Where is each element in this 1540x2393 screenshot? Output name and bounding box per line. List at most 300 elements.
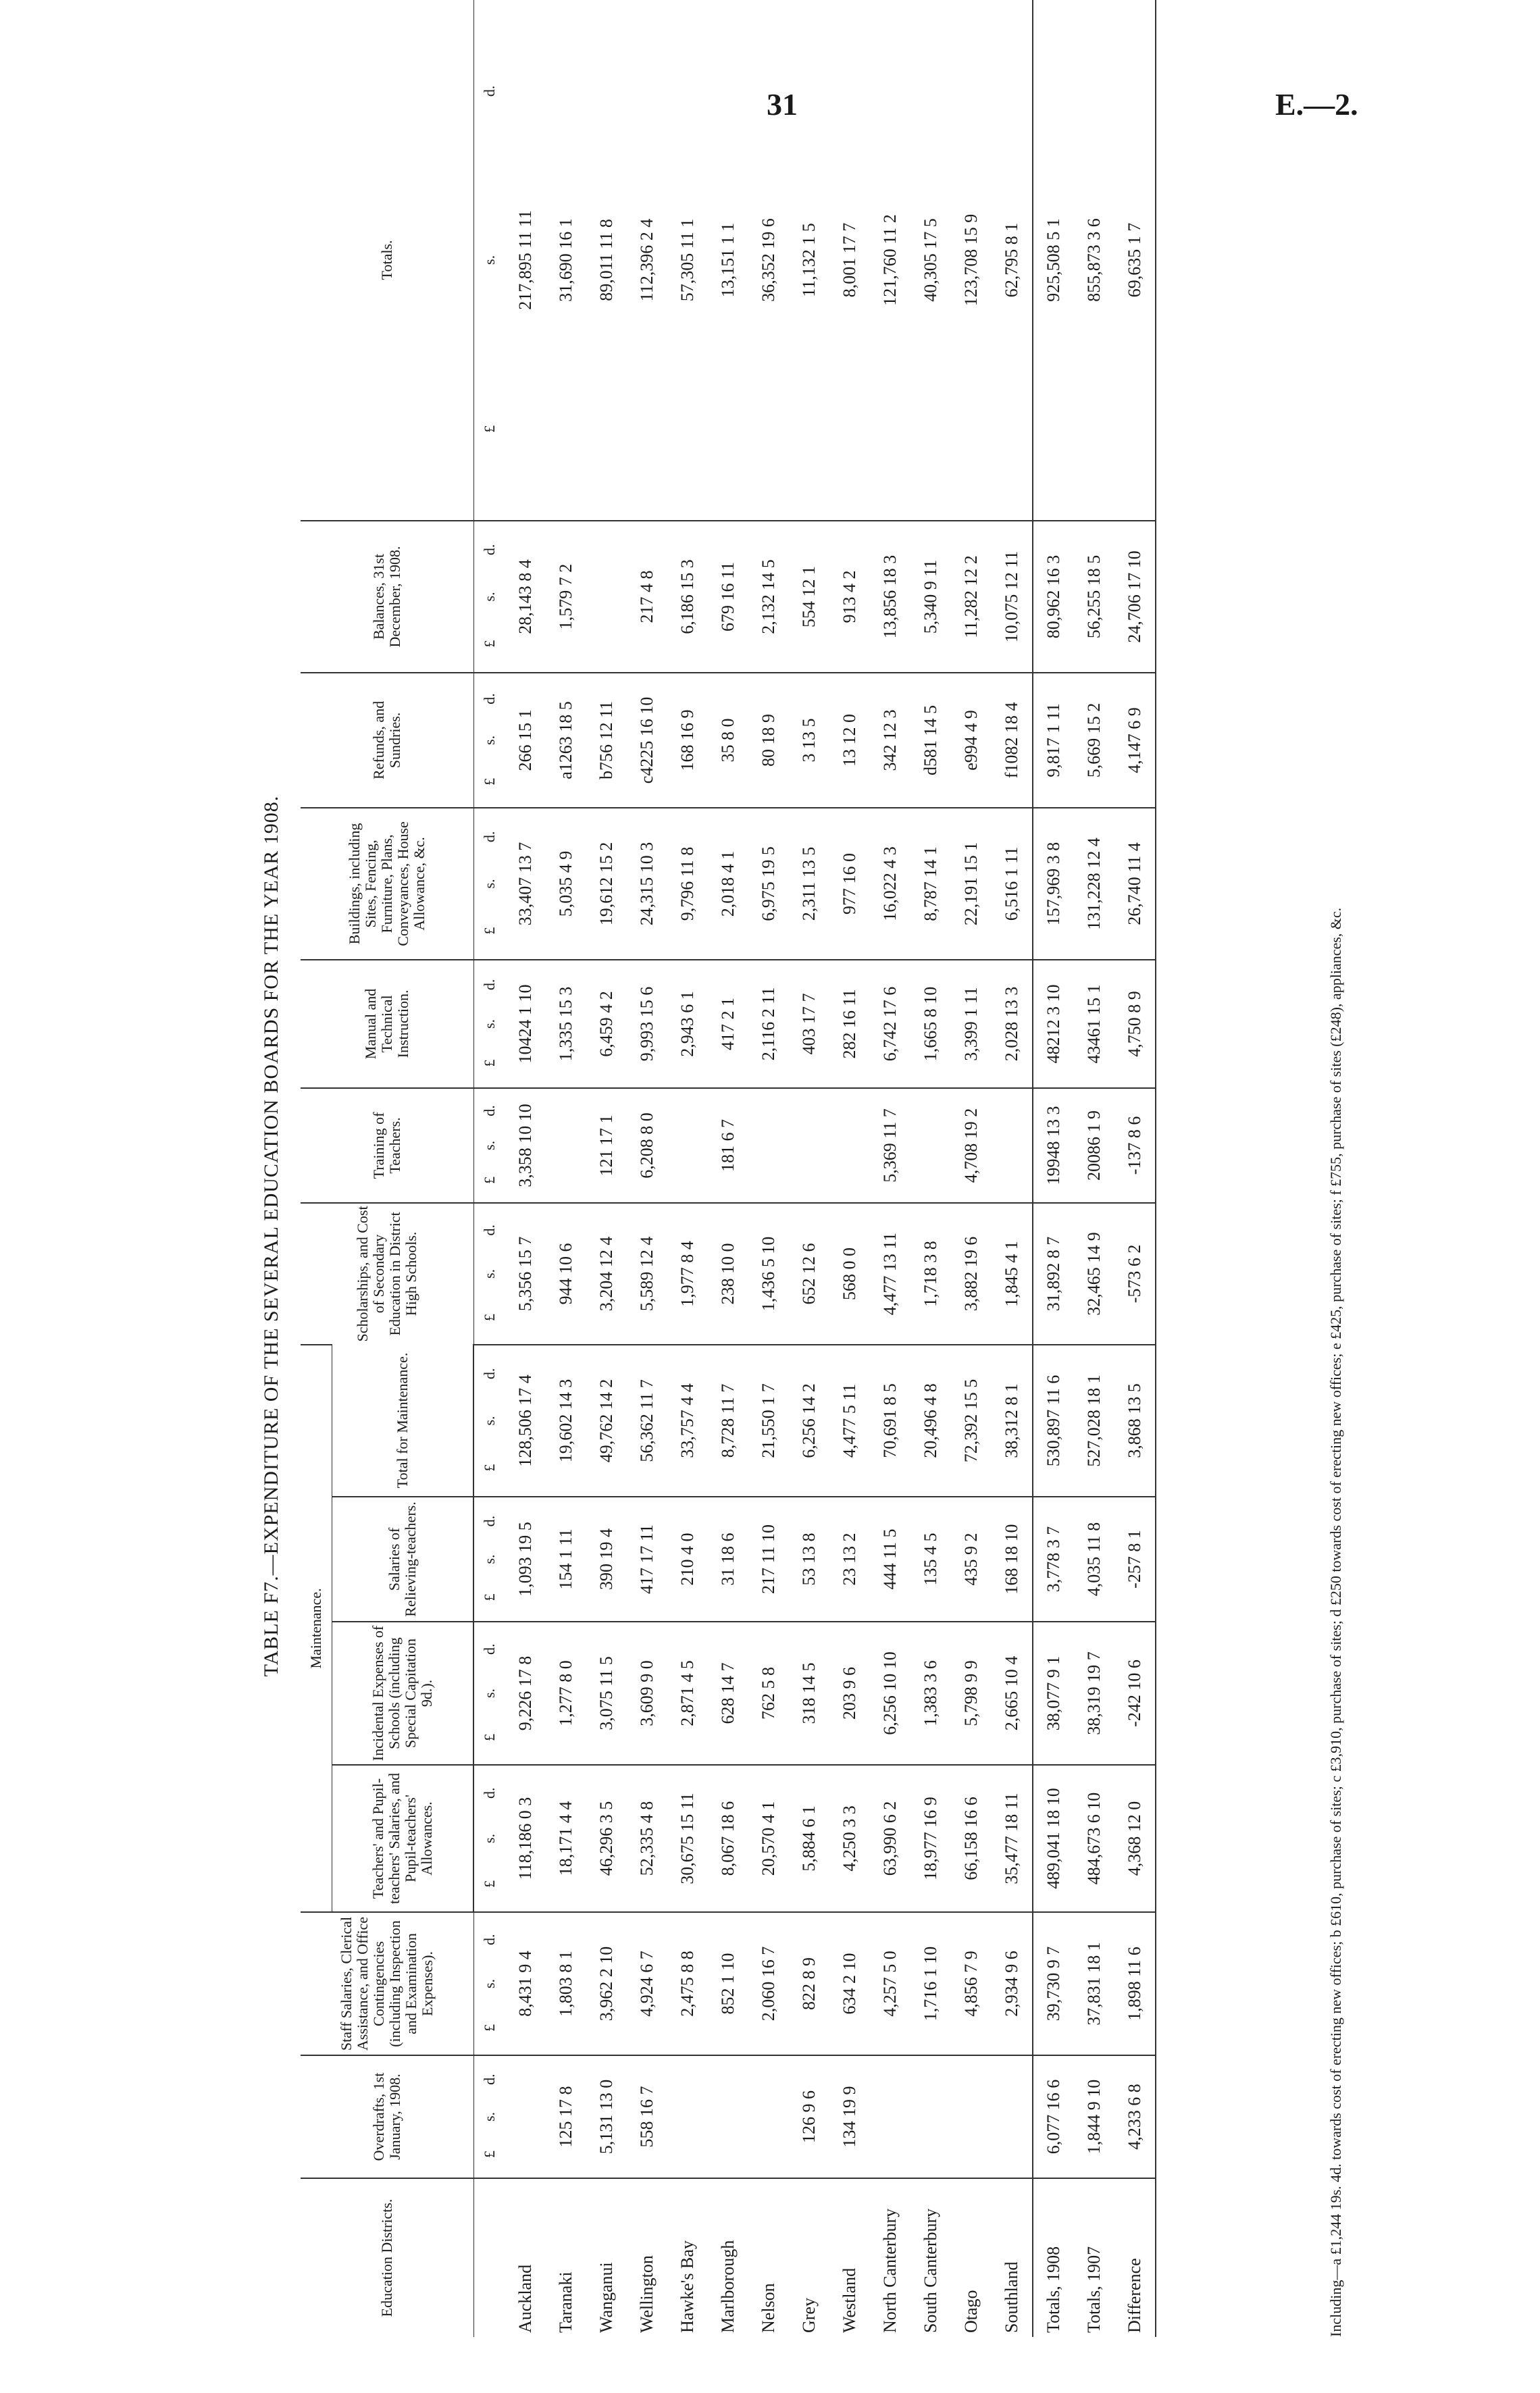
amount-cell: 22,191 15 1: [951, 808, 992, 960]
amount-cell: 679 16 11: [708, 521, 748, 673]
district-name: Auckland: [505, 2178, 546, 2337]
units-cell: [473, 808, 505, 960]
table-row: [748, 0, 789, 2337]
amount-cell: 1,436 5 10: [748, 1203, 789, 1345]
amount-cell: [951, 2055, 992, 2178]
amount-cell: [789, 1088, 829, 1203]
district-name: North Canterbury: [870, 2178, 910, 2337]
amount-cell: 3,882 19 6: [951, 1203, 992, 1345]
amount-cell: -257 8 1: [1114, 1497, 1156, 1622]
amount-cell: 5,369 11 7: [870, 1088, 910, 1203]
header-teachers: Teachers' and Pupil-teachers' Salaries, and Pupil-teachers' Allowances.: [332, 1765, 474, 1912]
district-name: Nelson: [748, 2178, 789, 2337]
amount-cell: 5,035 4 9: [546, 808, 586, 960]
district-name: Marlborough: [708, 2178, 748, 2337]
amount-cell: 4,257 5 0: [870, 1912, 910, 2055]
table-title: TABLE F7.—EXPENDITURE OF THE SEVERAL EDUCATION BOARDS FOR THE YEAR 1908.: [260, 795, 282, 1677]
amount-cell: 217,895 11 11: [515, 210, 535, 310]
amount-cell: 4,477 5 11: [829, 1345, 870, 1497]
amount-cell: 126 9 6: [789, 2055, 829, 2178]
amount-cell: 944 10 6: [546, 1203, 586, 1345]
amount-cell: 444 11 5: [870, 1497, 910, 1622]
amount-cell: 66,158 16 6: [951, 1765, 992, 1912]
amount-cell: 24,706 17 10: [1114, 521, 1156, 673]
amount-cell: 13,151 1 1: [718, 222, 738, 298]
amount-cell: 13 12 0: [829, 673, 870, 808]
amount-cell: [546, 1088, 586, 1203]
amount-cell: 822 8 9: [789, 1912, 829, 2055]
amount-cell: 4,708 19 2: [951, 1088, 992, 1203]
amount-cell: 6,256 10 10: [870, 1622, 910, 1765]
amount-cell: [667, 2055, 708, 2178]
amount-cell: 23 13 2: [829, 1497, 870, 1622]
district-name: Totals, 1907: [1074, 2178, 1114, 2337]
amount-cell: [667, 1088, 708, 1203]
amount-cell: 8,067 18 6: [708, 1765, 748, 1912]
amount-cell: 28,143 8 4: [505, 521, 546, 673]
amount-cell: 403 17 7: [789, 960, 829, 1088]
amount-cell: 852 1 10: [708, 1912, 748, 2055]
amount-cell: 3,204 12 4: [586, 1203, 627, 1345]
amount-cell: 32,465 14 9: [1074, 1203, 1114, 1345]
amount-cell: 11,132 1 5: [799, 223, 819, 297]
amount-cell: 135 4 5: [910, 1497, 951, 1622]
units-cell: [473, 1497, 505, 1622]
amount-cell: 18,171 4 4: [546, 1765, 586, 1912]
units-cell: [473, 1912, 505, 2055]
amount-cell: 762 5 8: [748, 1622, 789, 1765]
amount-cell: 417 2 1: [708, 960, 748, 1088]
expenditure-table: [301, 0, 1156, 2337]
unit-label: £: [481, 1733, 498, 1741]
header-total-maintenance: Total for Maintenance.: [332, 1345, 474, 1497]
amount-cell: 36,352 19 6: [759, 218, 778, 302]
unit-label: s.: [480, 592, 498, 602]
unit-label: d.: [481, 1643, 498, 1655]
amount-cell: 3,358 10 10: [505, 1088, 546, 1203]
amount-cell: 112,396 2 4: [637, 218, 657, 302]
amount-cell: d581 14 5: [910, 673, 951, 808]
amount-cell: 8,728 11 7: [708, 1345, 748, 1497]
amount-cell: 2,028 13 3: [992, 960, 1033, 1088]
amount-cell: 3,778 3 7: [1033, 1497, 1074, 1622]
amount-cell: [586, 521, 627, 673]
unit-label: s.: [481, 1554, 498, 1564]
units-cell: [473, 1088, 505, 1203]
district-name: Difference: [1114, 2178, 1156, 2337]
amount-cell: 33,757 4 4: [667, 1345, 708, 1497]
amount-cell: 558 16 7: [627, 2055, 667, 2178]
unit-label: d.: [480, 1934, 498, 1945]
amount-cell: [910, 2055, 951, 2178]
amount-cell: 1,093 19 5: [505, 1497, 546, 1622]
amount-cell: 530,897 11 6: [1033, 1345, 1074, 1497]
amount-cell: 3,962 2 10: [586, 1912, 627, 2055]
amount-cell: 72,392 15 5: [951, 1345, 992, 1497]
unit-label: £: [480, 1314, 498, 1322]
amount-cell: 181 6 7: [708, 1088, 748, 1203]
table-row: [546, 0, 586, 2337]
amount-cell: 217 11 10: [748, 1497, 789, 1622]
amount-cell: 554 12 1: [789, 521, 829, 673]
amount-cell: 3,399 1 11: [951, 960, 992, 1088]
district-name: Grey: [789, 2178, 829, 2337]
header-scholarships: Scholarships, and Cost of Secondary Education in District High Schools.: [301, 1203, 473, 1345]
unit-label: £: [480, 777, 498, 786]
amount-cell: f1082 18 4: [992, 673, 1033, 808]
amount-cell: 80 18 9: [748, 673, 789, 808]
amount-cell: 1,277 8 0: [546, 1622, 586, 1765]
amount-cell: 118,186 0 3: [505, 1765, 546, 1912]
amount-cell: 210 4 0: [667, 1497, 708, 1622]
header-refunds: Refunds, and Sundries.: [301, 673, 473, 808]
header-district: Education Districts.: [301, 2178, 473, 2337]
amount-cell: 2,871 4 5: [667, 1622, 708, 1765]
amount-cell: 131,228 12 4: [1074, 808, 1114, 960]
amount-cell: 30,675 15 11: [667, 1765, 708, 1912]
units-cell: [473, 673, 505, 808]
units-cell: [473, 1622, 505, 1765]
amount-cell: 8,431 9 4: [505, 1912, 546, 2055]
amount-cell: 62,795 8 1: [1002, 222, 1021, 298]
amount-cell: 3 13 5: [789, 673, 829, 808]
amount-cell: 484,673 6 10: [1074, 1765, 1114, 1912]
amount-cell: [748, 2055, 789, 2178]
district-name: Taranaki: [546, 2178, 586, 2337]
amount-cell: 6,742 17 6: [870, 960, 910, 1088]
amount-cell: 43461 15 1: [1074, 960, 1114, 1088]
unit-label: d.: [480, 1105, 498, 1116]
amount-cell: 6,516 1 11: [992, 808, 1033, 960]
unit-label: £: [480, 640, 498, 648]
amount-cell: 121 17 1: [586, 1088, 627, 1203]
unit-label: s.: [480, 1140, 498, 1150]
amount-cell: 35 8 0: [708, 673, 748, 808]
amount-cell: e994 4 9: [951, 673, 992, 808]
district-name: Wellington: [627, 2178, 667, 2337]
header-training: Training of Teachers.: [301, 1088, 473, 1203]
units-cell: [473, 960, 505, 1088]
amount-cell: 16,022 4 3: [870, 808, 910, 960]
unit-label: £: [481, 1593, 498, 1601]
table-row: [708, 0, 748, 2337]
amount-cell: 1,844 9 10: [1074, 2055, 1114, 2178]
unit-label: s.: [480, 735, 498, 745]
amount-cell: 31,690 16 1: [556, 218, 575, 302]
amount-cell: 10,075 12 11: [992, 521, 1033, 673]
amount-cell: 217 4 8: [627, 521, 667, 673]
amount-cell: 11,282 12 2: [951, 521, 992, 673]
header-manual: Manual and Technical Instruction.: [301, 960, 473, 1088]
table-row: [951, 0, 992, 2337]
unit-label: £: [481, 1464, 498, 1472]
unit-label: d.: [481, 1368, 498, 1380]
amount-cell: 1,898 11 6: [1114, 1912, 1156, 2055]
amount-cell: 20,496 4 8: [910, 1345, 951, 1497]
amount-cell: 282 16 11: [829, 960, 870, 1088]
amount-cell: a1263 18 5: [546, 673, 586, 808]
amount-cell: 1,716 1 10: [910, 1912, 951, 2055]
amount-cell: 390 19 4: [586, 1497, 627, 1622]
amount-cell: 8,787 14 1: [910, 808, 951, 960]
table-row: [992, 0, 1033, 2337]
amount-cell: 1,665 8 10: [910, 960, 951, 1088]
page-code: E.—2.: [1275, 87, 1358, 122]
amount-cell: 9,226 17 8: [505, 1622, 546, 1765]
amount-cell: 123,708 15 9: [961, 213, 981, 307]
unit-label: s.: [481, 1833, 498, 1844]
amount-cell: 19,602 14 3: [546, 1345, 586, 1497]
totals-row: [1114, 0, 1156, 2337]
amount-cell: 855,873 3 6: [1084, 218, 1104, 302]
amount-cell: 35,477 18 11: [992, 1765, 1033, 1912]
amount-cell: 38,312 8 1: [992, 1345, 1033, 1497]
amount-cell: 2,132 14 5: [748, 521, 789, 673]
unit-label: s.: [480, 1268, 498, 1279]
amount-cell: 6,975 19 5: [748, 808, 789, 960]
amount-cell: 154 1 11: [546, 1497, 586, 1622]
amount-cell: 70,691 8 5: [870, 1345, 910, 1497]
amount-cell: -242 10 6: [1114, 1622, 1156, 1765]
unit-label: d.: [480, 2074, 498, 2085]
amount-cell: [910, 1088, 951, 1203]
amount-cell: 652 12 6: [789, 1203, 829, 1345]
unit-label: £: [481, 1880, 498, 1888]
amount-cell: 168 16 9: [667, 673, 708, 808]
amount-cell: 125 17 8: [546, 2055, 586, 2178]
amount-cell: -573 6 2: [1114, 1203, 1156, 1345]
amount-cell: 157,969 3 8: [1033, 808, 1074, 960]
unit-label: s.: [480, 879, 498, 889]
amount-cell: 13,856 18 3: [870, 521, 910, 673]
amount-cell: 48212 3 10: [1033, 960, 1074, 1088]
amount-cell: 913 4 2: [829, 521, 870, 673]
amount-cell: 4,924 6 7: [627, 1912, 667, 2055]
amount-cell: 417 17 11: [627, 1497, 667, 1622]
table-row: [627, 0, 667, 2337]
table-row: [789, 0, 829, 2337]
amount-cell: 4,147 6 9: [1114, 673, 1156, 808]
amount-cell: 31 18 6: [708, 1497, 748, 1622]
table-body: [473, 0, 1156, 2337]
amount-cell: 56,362 11 7: [627, 1345, 667, 1497]
amount-cell: 6,077 16 6: [1033, 2055, 1074, 2178]
amount-cell: 26,740 11 4: [1114, 808, 1156, 960]
amount-cell: [748, 1088, 789, 1203]
district-name: Hawke's Bay: [667, 2178, 708, 2337]
amount-cell: 5,356 15 7: [505, 1203, 546, 1345]
unit-label: d.: [481, 1515, 498, 1527]
unit-label: s.: [480, 255, 498, 265]
district-name: Westland: [829, 2178, 870, 2337]
unit-label: s.: [481, 1688, 498, 1699]
amount-cell: 168 18 10: [992, 1497, 1033, 1622]
amount-cell: 10424 1 10: [505, 960, 546, 1088]
amount-cell: 63,990 6 2: [870, 1765, 910, 1912]
amount-cell: 19,612 15 2: [586, 808, 627, 960]
amount-cell: 128,506 17 4: [505, 1345, 546, 1497]
district-name: Southland: [992, 2178, 1033, 2337]
unit-label: d.: [480, 544, 498, 556]
amount-cell: 2,060 16 7: [748, 1912, 789, 2055]
amount-cell: 628 14 7: [708, 1622, 748, 1765]
unit-label: £: [480, 927, 498, 935]
amount-cell: 37,831 18 1: [1074, 1912, 1114, 2055]
header-buildings: Buildings, including Sites, Fencing, Furniture, Plans, Conveyances, House Allowance, &c.: [301, 808, 473, 960]
amount-cell: 20086 1 9: [1074, 1088, 1114, 1203]
amount-cell: 1,579 7 2: [546, 521, 586, 673]
units-cell: [473, 521, 505, 673]
amount-cell: 69,635 1 7: [1114, 0, 1156, 521]
unit-label: d.: [480, 1225, 498, 1236]
amount-cell: 49,762 14 2: [586, 1345, 627, 1497]
amount-cell: 9,817 1 11: [1033, 673, 1074, 808]
amount-cell: 2,665 10 4: [992, 1622, 1033, 1765]
amount-cell: 1,335 15 3: [546, 960, 586, 1088]
amount-cell: 5,798 9 9: [951, 1622, 992, 1765]
amount-cell: 9,796 11 8: [667, 808, 708, 960]
amount-cell: 6,459 4 2: [586, 960, 627, 1088]
amount-cell: 31,892 8 7: [1033, 1203, 1074, 1345]
table-row: [870, 0, 910, 2337]
table-row: [586, 0, 627, 2337]
amount-cell: 4,250 3 3: [829, 1765, 870, 1912]
amount-cell: 38,077 9 1: [1033, 1622, 1074, 1765]
amount-cell: 4,035 11 8: [1074, 1497, 1114, 1622]
amount-cell: 38,319 19 7: [1074, 1622, 1114, 1765]
amount-cell: 6,208 8 0: [627, 1088, 667, 1203]
amount-cell: 527,028 18 1: [1074, 1345, 1114, 1497]
amount-cell: 39,730 9 7: [1033, 1912, 1074, 2055]
unit-label: £: [480, 1176, 498, 1184]
amount-cell: 24,315 10 3: [627, 808, 667, 960]
unit-label: s.: [480, 2111, 498, 2122]
amount-cell: 925,508 5 1: [1033, 0, 1074, 521]
units-cell: [473, 1203, 505, 1345]
units-cell: [473, 2055, 505, 2178]
amount-cell: 5,131 13 0: [586, 2055, 627, 2178]
header-staff: Staff Salaries, Clerical Assistance, and Office Contingencies (including Inspection and Examination Expenses).: [301, 1912, 473, 2055]
unit-label: d.: [480, 693, 498, 704]
unit-label: £: [480, 1059, 498, 1067]
unit-label: d.: [480, 831, 498, 843]
amount-cell: 6,186 15 3: [667, 521, 708, 673]
amount-cell: 5,884 6 1: [789, 1765, 829, 1912]
totals-row: [1074, 0, 1114, 2337]
amount-cell: [829, 1088, 870, 1203]
amount-cell: 1,718 3 8: [910, 1203, 951, 1345]
amount-cell: 6,256 14 2: [789, 1345, 829, 1497]
header-incidental: Incidental Expenses of Schools (including Special Capitation 9d.).: [332, 1622, 474, 1765]
amount-cell: -137 8 6: [1114, 1088, 1156, 1203]
amount-cell: 1,383 3 6: [910, 1622, 951, 1765]
unit-label: £: [480, 425, 498, 433]
amount-cell: 4,750 8 9: [1114, 960, 1156, 1088]
unit-label: d.: [481, 1787, 498, 1799]
amount-cell: 53 13 8: [789, 1497, 829, 1622]
unit-label: s.: [480, 1019, 498, 1029]
header-maintenance-group: Maintenance.: [301, 1345, 332, 1912]
amount-cell: c4225 16 10: [627, 673, 667, 808]
amount-cell: 435 9 2: [951, 1497, 992, 1622]
amount-cell: 52,335 4 8: [627, 1765, 667, 1912]
amount-cell: 238 10 0: [708, 1203, 748, 1345]
amount-cell: 46,296 3 5: [586, 1765, 627, 1912]
amount-cell: 33,407 13 7: [505, 808, 546, 960]
header-totals: Totals.: [301, 0, 473, 521]
units-row: [473, 0, 505, 2337]
amount-cell: [708, 2055, 748, 2178]
amount-cell: 40,305 17 5: [921, 218, 940, 302]
amount-cell: 977 16 0: [829, 808, 870, 960]
amount-cell: 489,041 18 10: [1033, 1765, 1074, 1912]
unit-label: d.: [480, 85, 498, 97]
amount-cell: 342 12 3: [870, 673, 910, 808]
amount-cell: 5,340 9 11: [910, 521, 951, 673]
unit-label: £: [480, 2024, 498, 2032]
district-name: South Canterbury: [910, 2178, 951, 2337]
amount-cell: 121,760 11 2: [880, 214, 900, 306]
unit-label: s.: [480, 1978, 498, 1989]
amount-cell: 57,305 11 1: [677, 218, 697, 302]
amount-cell: 318 14 5: [789, 1622, 829, 1765]
amount-cell: 21,550 1 7: [748, 1345, 789, 1497]
amount-cell: 4,233 6 8: [1114, 2055, 1156, 2178]
units-cell: [473, 1765, 505, 1912]
amount-cell: 80,962 16 3: [1033, 521, 1074, 673]
amount-cell: 1,803 8 1: [546, 1912, 586, 2055]
amount-cell: 568 0 0: [829, 1203, 870, 1345]
amount-cell: [870, 2055, 910, 2178]
units-spacer: [473, 2178, 505, 2337]
amount-cell: 3,868 13 5: [1114, 1345, 1156, 1497]
district-name: Wanganui: [586, 2178, 627, 2337]
amount-cell: 9,993 15 6: [627, 960, 667, 1088]
amount-cell: 18,977 16 9: [910, 1765, 951, 1912]
amount-cell: 2,475 8 8: [667, 1912, 708, 2055]
amount-cell: 56,255 18 5: [1074, 521, 1114, 673]
header-relieving: Salaries of Relieving-teachers.: [332, 1497, 474, 1622]
amount-cell: 2,311 13 5: [789, 808, 829, 960]
header-balances: Balances, 31st December, 1908.: [301, 521, 473, 673]
amount-cell: 4,368 12 0: [1114, 1765, 1156, 1912]
amount-cell: 134 19 9: [829, 2055, 870, 2178]
amount-cell: 4,856 7 9: [951, 1912, 992, 2055]
amount-cell: 4,477 13 11: [870, 1203, 910, 1345]
amount-cell: 3,075 11 5: [586, 1622, 627, 1765]
footnote: Including—a £1,244 19s. 4d. towards cost of erecting new offices; b £610, purchase of sites; c £3,910, purchase of sites; d £250 towards cost of erecting new offices; e £425, purchase of sites; f £755, purchase of sites (£248), appliances, &c.: [1327, 907, 1344, 2337]
units-cell: [473, 0, 505, 521]
amount-cell: 2,943 6 1: [667, 960, 708, 1088]
amount-cell: 19948 13 3: [1033, 1088, 1074, 1203]
amount-cell: 1,977 8 4: [667, 1203, 708, 1345]
table-container: [301, 85, 1156, 2337]
table-row: [829, 0, 870, 2337]
unit-label: s.: [481, 1416, 498, 1426]
amount-cell: [505, 2055, 546, 2178]
table-row: [505, 0, 546, 2337]
amount-cell: 3,609 9 0: [627, 1622, 667, 1765]
totals-row: [1033, 0, 1074, 2337]
table-row: [667, 0, 708, 2337]
amount-cell: 2,934 9 6: [992, 1912, 1033, 2055]
amount-cell: [992, 2055, 1033, 2178]
district-name: Otago: [951, 2178, 992, 2337]
amount-cell: 89,011 11 8: [596, 219, 616, 301]
amount-cell: [992, 1088, 1033, 1203]
page-number: 31: [767, 87, 798, 122]
unit-label: d.: [480, 979, 498, 991]
